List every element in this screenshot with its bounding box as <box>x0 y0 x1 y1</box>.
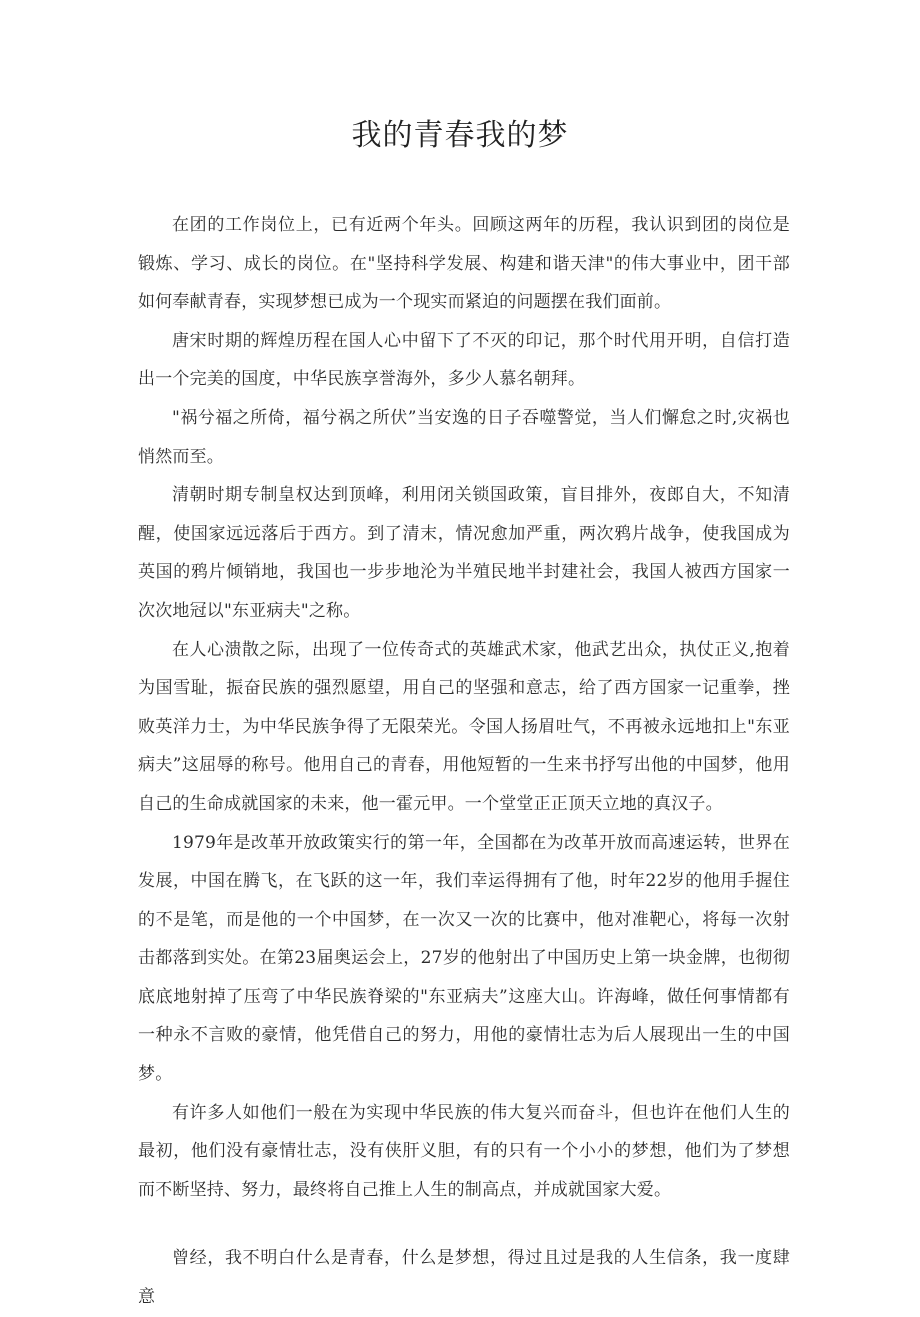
paragraph-2: 唐宋时期的辉煌历程在国人心中留下了不灭的印记，那个时代用开明，自信打造出一个完美的国度，中华民族享誉海外，多少人慕名朝拜。 <box>138 330 790 390</box>
page-title: 我的青春我的梦 <box>351 118 569 153</box>
paragraph-7: 有许多人如他们一般在为实现中华民族的伟大复兴而奋斗，但也许在他们人生的最初，他们没有豪情壮志，没有侠肝义胆，有的只有一个小小的梦想，他们为了梦想而不断坚持、努力，最终将自己推上人生的制高点，并成就国家大爱。 <box>138 1102 790 1200</box>
paragraph-3: "祸兮福之所倚，福兮祸之所伏”当安逸的日子吞噬警觉，当人们懈怠之时,灾祸也悄然而至。 <box>138 407 790 467</box>
paragraph-8: 曾经，我不明白什么是青春，什么是梦想，得过且过是我的人生信条，我一度肆意 <box>138 1248 790 1308</box>
paragraph-5: 在人心溃散之际，出现了一位传奇式的英雄武术家，他武艺出众，执仗正义,抱着为国雪耻，振奋民族的强烈愿望，用自己的坚强和意志，给了西方国家一记重拳，挫败英洋力士，为中华民族争得了无限荣光。令国人扬眉吐气，不再被永远地扣上"东亚病夫”这屈辱的称号。他用自己的青春，用他短暂的一生来书抒写出他的中国梦，他用自己的生命成就国家的未来，他一霍元甲。一个堂堂正正顶天立地的真汉子。 <box>138 639 790 814</box>
paragraph-gap <box>138 1209 790 1239</box>
paragraph-4: 清朝时期专制皇权达到顶峰，利用闭关锁国政策，盲目排外，夜郎自大，不知清醒，使国家远远落后于西方。到了清末，情况愈加严重，两次鸦片战争，使我国成为英国的鸦片倾销地，我国也一步步地沦为半殖民地半封建社会，我国人被西方国家一次次地冠以"东亚病夫"之称。 <box>138 485 790 621</box>
paragraph-1: 在团的工作岗位上，已有近两个年头。回顾这两年的历程，我认识到团的岗位是锻炼、学习、成长的岗位。在"坚持科学发展、构建和谐天津"的伟大事业中，团干部如何奉献青春，实现梦想已成为一个现实而紧迫的问题摆在我们面前。 <box>138 215 790 313</box>
document-body <box>138 206 790 1317</box>
paragraph-6: 1979年是改革开放政策实行的第一年，全国都在为改革开放而高速运转，世界在发展，中国在腾飞，在飞跃的这一年，我们幸运得拥有了他，时年22岁的他用手握住的不是笔，而是他的一个中国梦，在一次又一次的比赛中，他对准靶心，将每一次射击都落到实处。在第23届奥运会上，27岁的他射出了中国历史上第一块金牌，也彻彻底底地射掉了压弯了中华民族脊梁的"东亚病夫”这座大山。许海峰，做任何事情都有一种永不言败的豪情，他凭借自己的努力，用他的豪情壮志为后人展现出一生的中国梦。 <box>138 832 790 1085</box>
